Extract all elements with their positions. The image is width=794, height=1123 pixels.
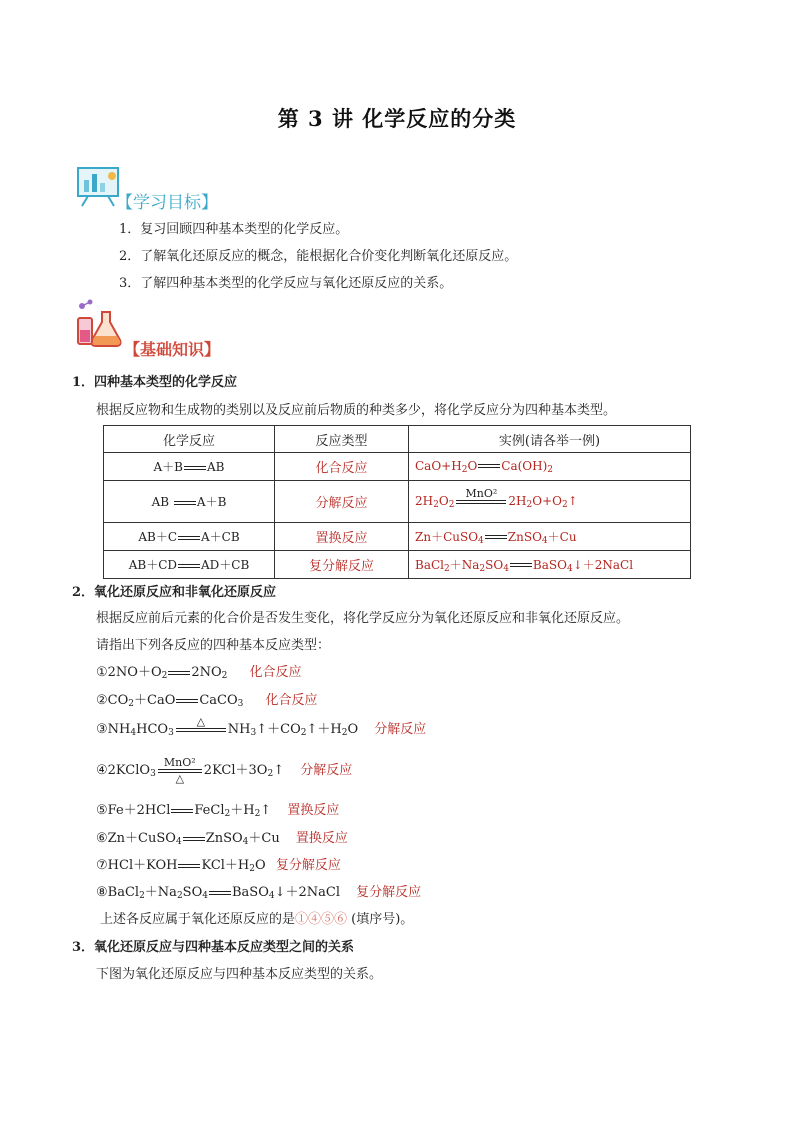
- reaction-cell: AB A＋B: [104, 481, 275, 523]
- goal-item-2: 2．了解氧化还原反应的概念，能根据化合价变化判断氧化还原反应。: [119, 249, 518, 264]
- equation-8: $⑧BaCl_2+Na_2SO_4$ BaSO$_4$↓＋2NaCl 复分解反应: [96, 885, 422, 901]
- type-cell: 复分解反应: [275, 551, 409, 579]
- example-cell: Zn＋CuSO$_4$ ZnSO$_4$＋Cu: [409, 523, 691, 551]
- equation-6: ⑥Zn＋CuSO$_4$ ZnSO$_4$＋Cu 置换反应: [96, 831, 348, 847]
- header-type: 反应类型: [275, 426, 409, 453]
- section2-heading: 2．氧化还原反应和非氧化还原反应: [72, 585, 277, 600]
- equation-2: $②CO_2+CaO$ CaCO$_3$ 化合反应: [96, 693, 318, 709]
- section2-intro: 根据反应前后元素的化合价是否发生变化，将化学反应分为氧化还原反应和非氧化还原反应。: [96, 611, 630, 626]
- reaction-cell: AB＋C A＋CB: [104, 523, 275, 551]
- section1-heading: 1．四种基本类型的化学反应: [72, 375, 238, 390]
- table-row: [104, 523, 691, 551]
- section3-intro: 下图为氧化还原反应与四种基本反应类型的关系。: [96, 967, 383, 982]
- answer-7: 复分解反应: [275, 858, 341, 873]
- goal-item-3: 3．了解四种基本类型的化学反应与氧化还原反应的关系。: [119, 276, 453, 291]
- answer-2: 化合反应: [265, 693, 318, 708]
- section3-heading: 3．氧化还原反应与四种基本反应类型之间的关系: [72, 940, 355, 955]
- goals-heading: 【学习目标】: [116, 193, 218, 213]
- summary-line: 上述各反应属于氧化还原反应的是①④⑤⑥ (填序号)。: [100, 912, 414, 927]
- page-title: 第 3 讲 化学反应的分类: [277, 106, 517, 131]
- table-header-row: [104, 426, 691, 453]
- type-cell: 分解反应: [275, 481, 409, 523]
- type-cell: 化合反应: [275, 453, 409, 481]
- table-row: [104, 551, 691, 579]
- table-row: [104, 453, 691, 481]
- section2-prompt: 请指出下列各反应的四种基本反应类型：: [96, 638, 331, 653]
- summary-answer: ①④⑤⑥: [295, 912, 348, 927]
- answer-6: 置换反应: [295, 831, 348, 846]
- type-cell: 置换反应: [275, 523, 409, 551]
- equation-4: ④2KClO$_3$ MnO² △ $2KCl+3O_2↑$ 分解反应: [96, 756, 353, 785]
- equation-5: ⑤Fe＋2HCl $FeCl_2+H_2↑$ 置换反应: [96, 803, 340, 819]
- answer-8: 复分解反应: [356, 885, 422, 900]
- equation-1: $①2NO+O_2$ $2NO_2$ 化合反应: [96, 665, 302, 681]
- equation-3: $③NH_4HCO_3$ △ $NH_3↑+CO_2↑+H_2O$ 分解反应: [96, 715, 427, 738]
- header-example: 实例(请各举一例): [409, 426, 691, 453]
- reaction-cell: A＋B AB: [104, 453, 275, 481]
- answer-5: 置换反应: [287, 803, 340, 818]
- example-cell: $2H_2O_2$ MnO² $2H_2O+O_2↑$: [409, 481, 691, 523]
- equation-7: ⑦HCl＋KOH $KCl+H_2O$ 复分解反应: [96, 858, 341, 874]
- reaction-table: [103, 425, 691, 579]
- example-cell: $BaCl_2+Na_2SO_4$ BaSO$_4$↓＋2NaCl: [409, 551, 691, 579]
- section1-intro: 根据反应物和生成物的类别以及反应前后物质的种类多少，将化学反应分为四种基本类型。: [96, 403, 617, 418]
- reaction-cell: AB＋CD AD＋CB: [104, 551, 275, 579]
- basics-heading: 【基础知识】: [124, 340, 221, 359]
- example-cell: $CaO+H_2O$ $Ca(OH)_2$: [409, 453, 691, 481]
- answer-3: 分解反应: [374, 722, 427, 737]
- header-reaction: 化学反应: [104, 426, 275, 453]
- answer-4: 分解反应: [300, 763, 353, 778]
- answer-1: 化合反应: [249, 665, 302, 680]
- table-row: [104, 481, 691, 523]
- flask-icon: [74, 298, 126, 354]
- goal-item-1: 1．复习回顾四种基本类型的化学反应。: [119, 222, 349, 237]
